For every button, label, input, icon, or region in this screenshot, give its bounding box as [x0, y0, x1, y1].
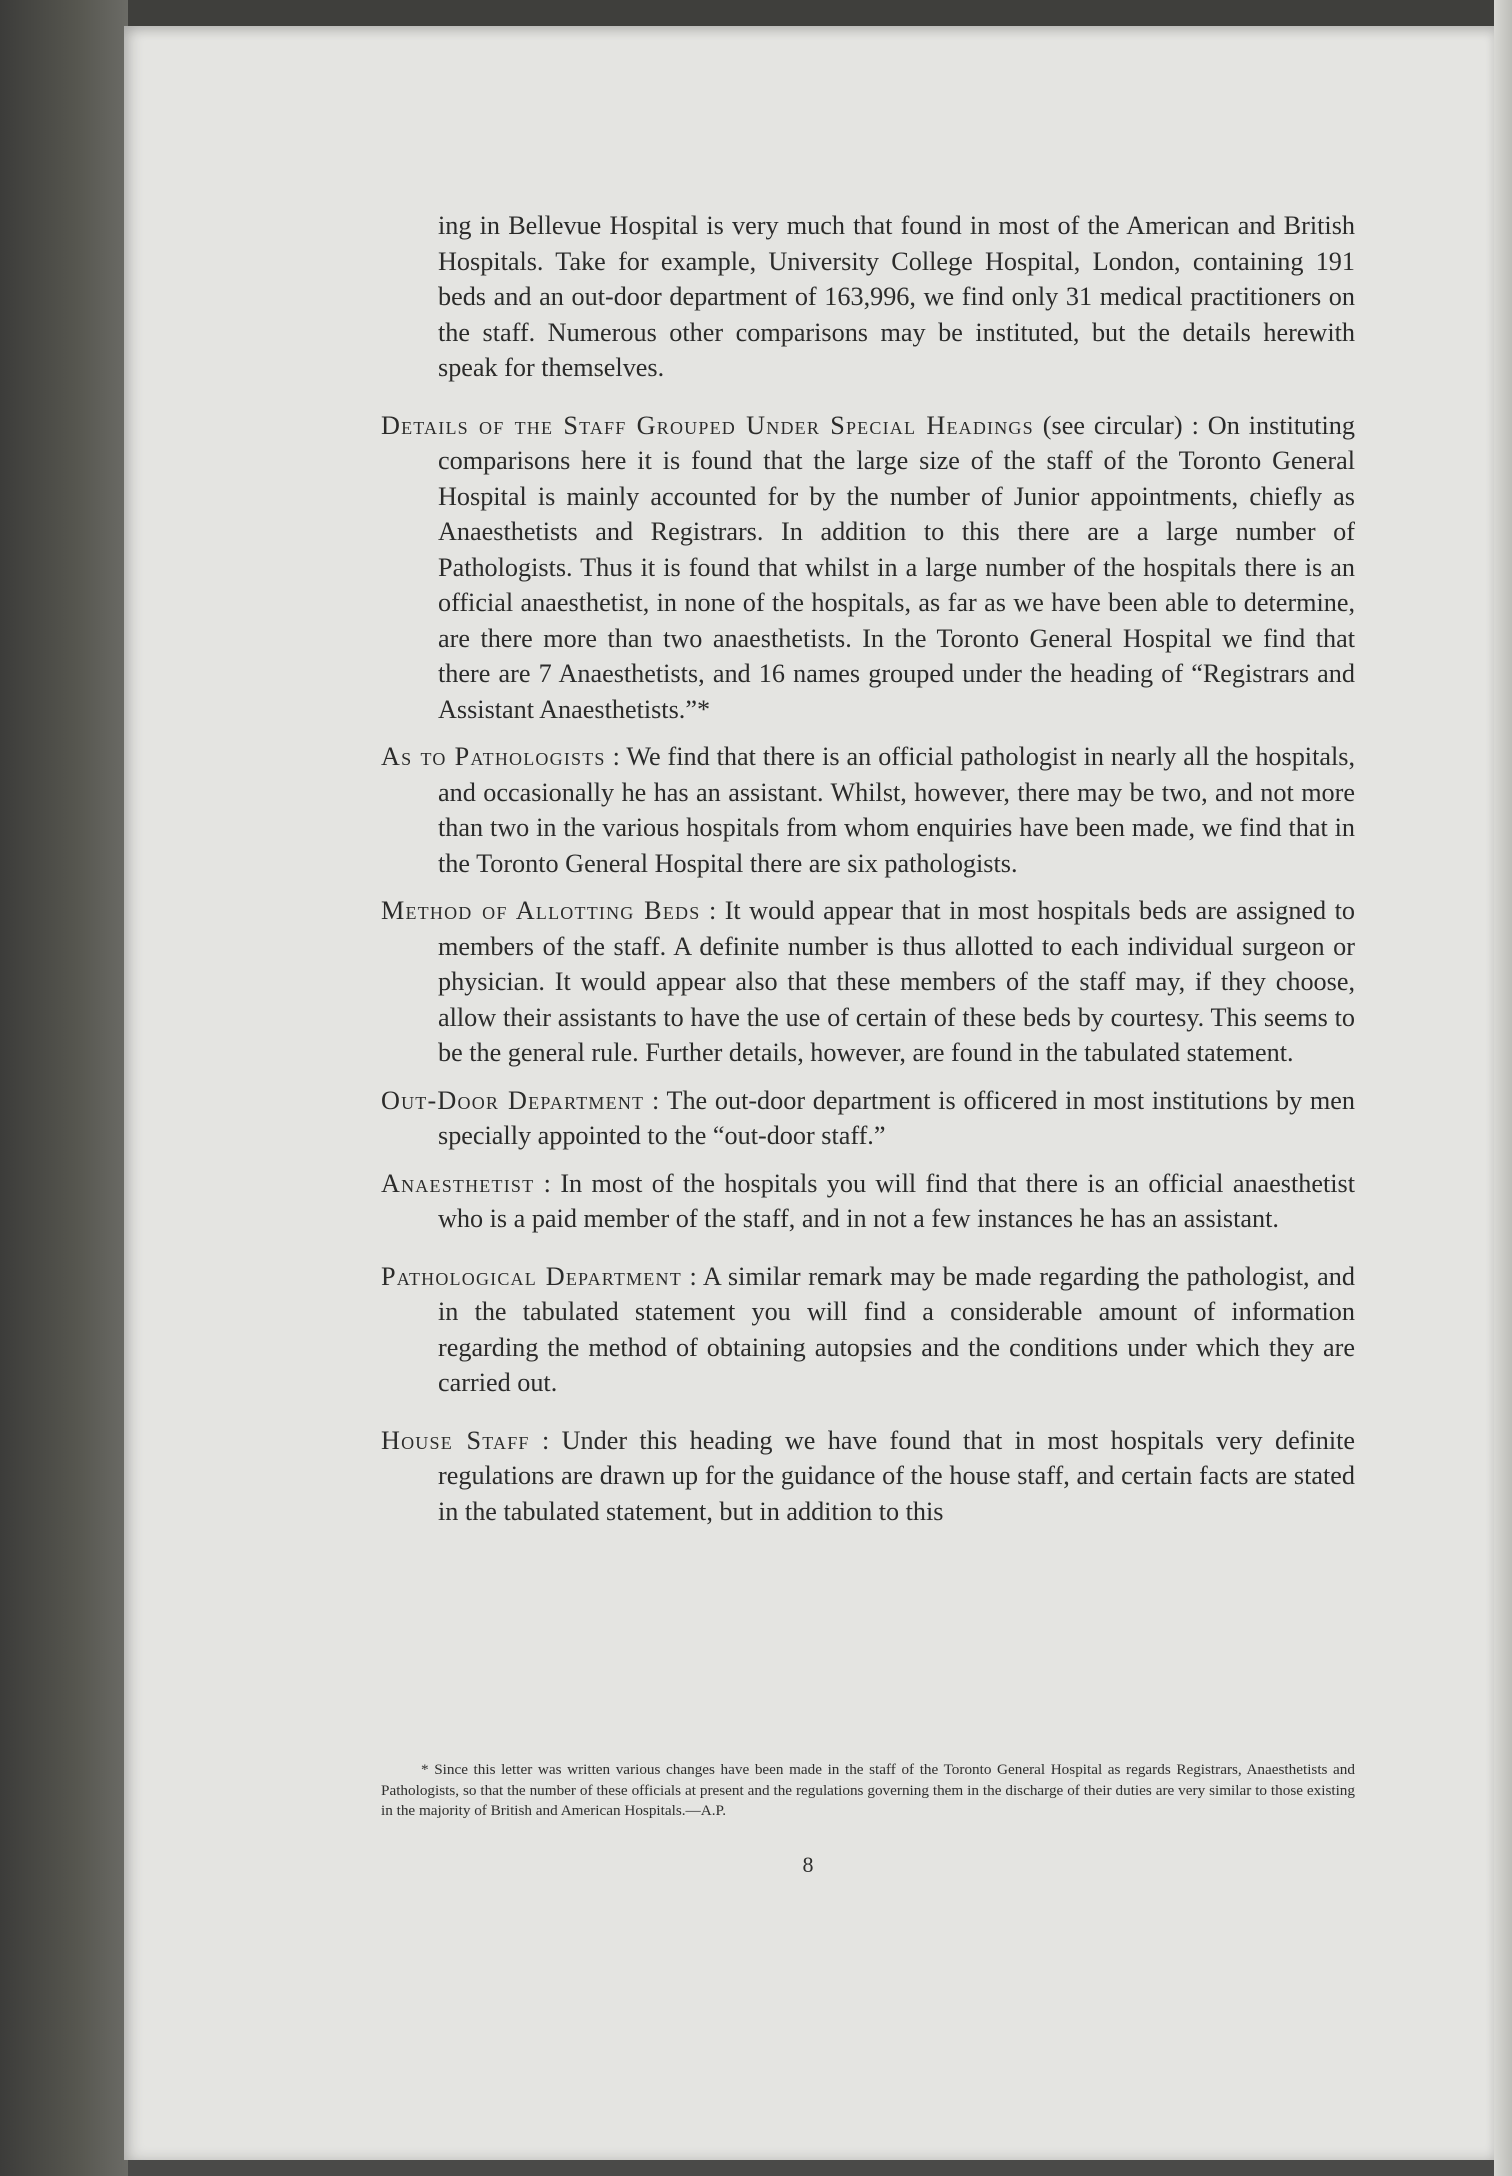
- section-pathologists: [381, 739, 1355, 881]
- section-pathological-department: [381, 1259, 1355, 1401]
- paragraph-spacer: [381, 881, 1355, 893]
- scan-backdrop-left: [0, 0, 128, 2176]
- page-number: 8: [802, 1852, 814, 1877]
- section-text: (see circular) : On instituting comparisons here it is found that the large size of the staff of the Toronto General Hospital is mainly accounted for by the number of Junior appointments, chiefly as Anaesthetists and Registrars. In addition to this there are a large number of Pathologists. Thus it is found that whilst in a large number of the hospitals there is an official anaesthetist, in none of the hospitals, as far as we have been able to determine, are there more than two anaesthetists. In the Toronto General Hospital we find that there are 7 Anaesthetists, and 16 names grouped under the heading of “Registrars and Assistant Anaesthetists.”*: [438, 410, 1355, 724]
- section-text: : Under this heading we have found that in most hospitals very definite regulations are drawn up for the guidance of the house staff, and certain facts are stated in the tabulated statement, but in addition to this: [438, 1425, 1355, 1526]
- document-body: [381, 208, 1355, 1529]
- section-heading: Anaesthetist: [381, 1168, 535, 1198]
- paragraph-spacer: [381, 1237, 1355, 1259]
- section-out-door-department: [381, 1083, 1355, 1154]
- scan-backdrop-right: [1494, 0, 1512, 2176]
- paragraph-spacer: [381, 1401, 1355, 1423]
- section-staff-grouping: [381, 408, 1355, 728]
- section-text: : It would appear that in most hospitals beds are assigned to members of the staff. A definite number is thus allotted to each individual surgeon or physician. It would appear also that these members of the staff may, if they choose, allow their assistants to have the use of certain of these beds by courtesy. This seems to be the general rule. Further details, however, are found in the tabulated statement.: [438, 896, 1355, 1067]
- section-anaesthetist: [381, 1166, 1355, 1237]
- paragraph-spacer: [381, 386, 1355, 408]
- paragraph-spacer: [381, 727, 1355, 739]
- paragraph-spacer: [381, 1071, 1355, 1083]
- section-text: : In most of the hospitals you will find that there is an official anaesthetist who is a paid member of the staff, and in not a few instances he has an assistant.: [438, 1168, 1355, 1233]
- section-heading: Method of Allotting Beds: [381, 896, 701, 925]
- paragraph-spacer: [381, 1154, 1355, 1166]
- section-heading: Details of the Staff Grouped Under Special Headings: [381, 410, 1034, 440]
- section-text: : A similar remark may be made regarding the pathologist, and in the tabulated statement you will find a considerable amount of information regarding the method of obtaining autopsies and the conditions under which they are carried out.: [438, 1261, 1355, 1397]
- footnote: * Since this letter was written various changes have been made in the staff of the Toronto General Hospital as regards Registrars, Anaesthetists and Pathologists, so that the number of these officials at present and the regulations governing them in the discharge of their duties are very similar to those existing in the majority of British and American Hospitals.—A.P.: [381, 1761, 1355, 1820]
- section-heading: As to Pathologists: [381, 742, 606, 771]
- section-allotting-beds: [381, 893, 1355, 1071]
- section-heading: Pathological Department: [381, 1261, 682, 1291]
- section-text: : The out-door department is officered in most institutions by men specially appointed to the “out-door staff.”: [438, 1085, 1355, 1150]
- continuation-paragraph: ing in Bellevue Hospital is very much that found in most of the American and British Hospitals. Take for example, University College Hospital, London, containing 191 beds and an out-door department of 163,996, we find only 31 medical practitioners on the staff. Numerous other comparisons may be instituted, but the details herewith speak for themselves.: [438, 211, 1355, 382]
- section-text: : We find that there is an official pathologist in nearly all the hospitals, and occasionally he has an assistant. Whilst, however, there may be two, and not more than two in the various hospitals from whom enquiries have been made, we find that in the Toronto General Hospital there are six pathologists.: [438, 742, 1355, 878]
- section-heading: House Staff: [381, 1425, 530, 1455]
- section-heading: Out-Door Department: [381, 1085, 645, 1115]
- section-house-staff: [381, 1423, 1355, 1530]
